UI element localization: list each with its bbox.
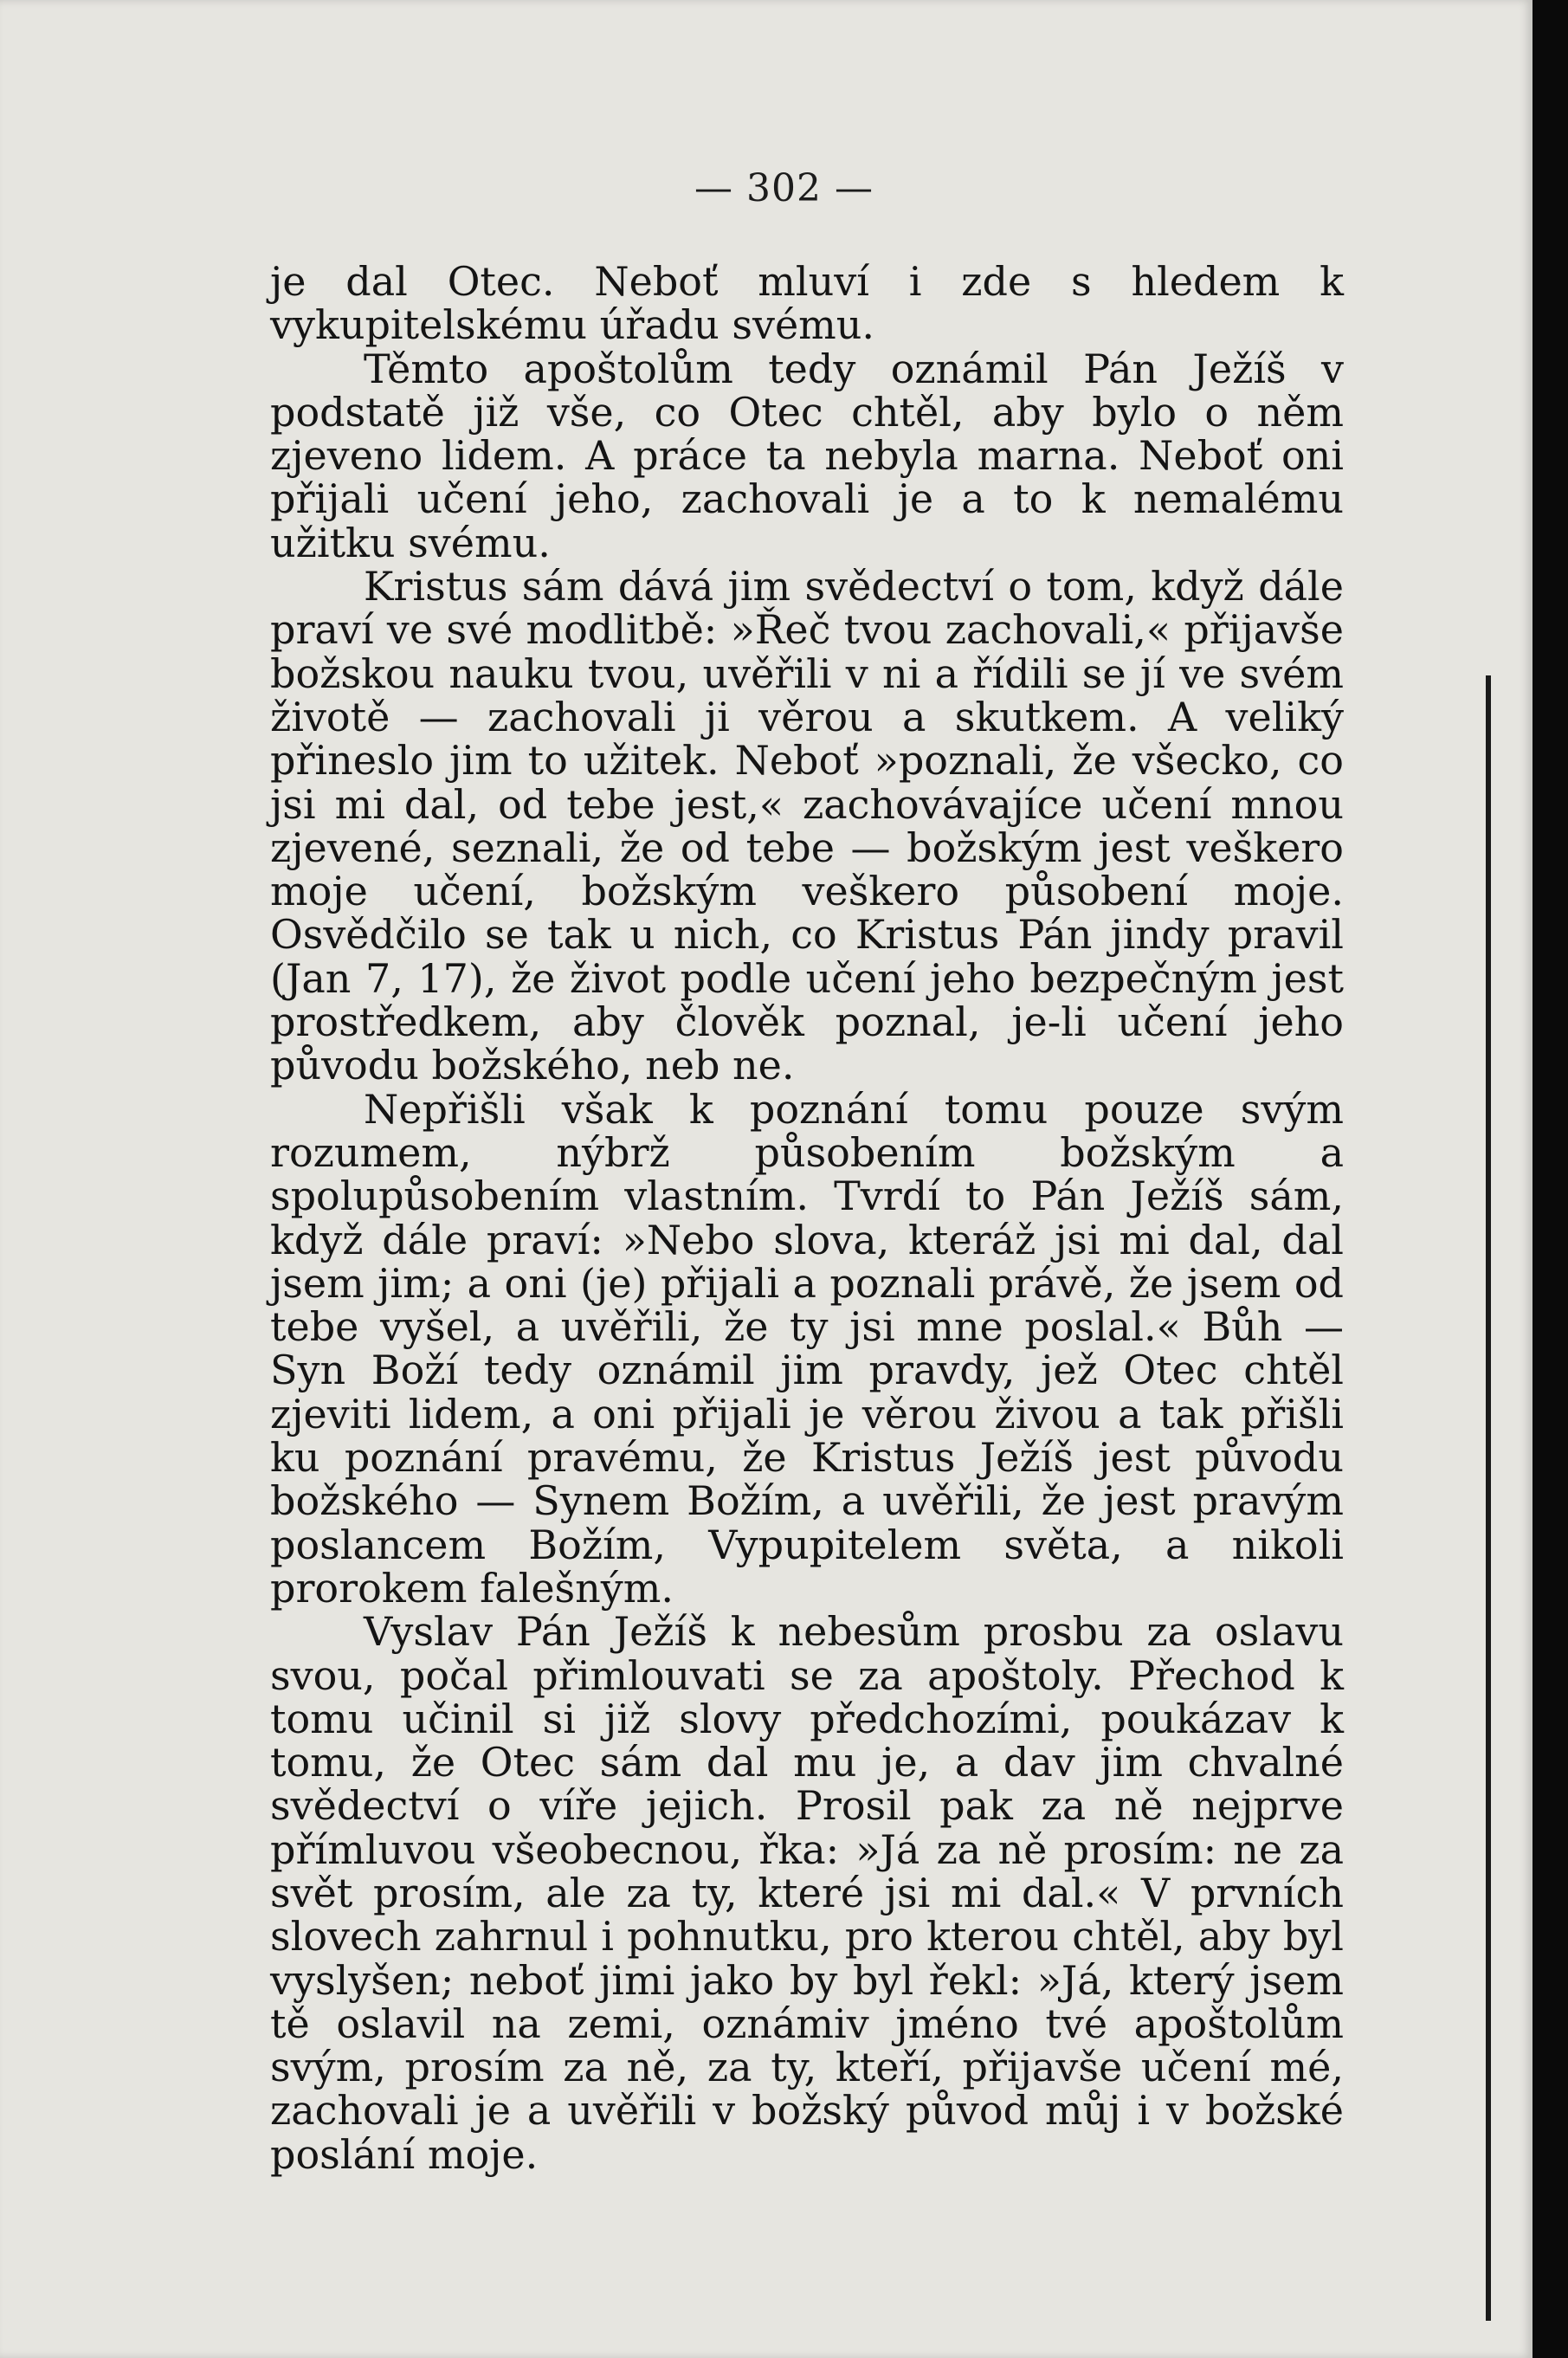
paragraph: Těmto apoštolům tedy oznámil Pán Ježíš v podstatě již vše, co Otec chtěl, aby bylo o něm zjeveno lidem. A práce ta nebyla marna. Neboť oni přijali učení jeho, zachovali je a to k nemalému užitku svému.	[270, 345, 1344, 566]
page-number: — 302 —	[694, 166, 874, 210]
page-edge-line	[1486, 675, 1491, 2321]
paragraph: Nepřišli však k poznání tomu pouze svým rozumem, nýbrž působením božským a spolupůsobením vlastním. Tvrdí to Pán Ježíš sám, když dále praví: »Nebo slova, kteráž jsi mi dal, dal jsem jim; a oni (je) přijali a poznali právě, že jsem od tebe vyšel, a uvěřili, že ty jsi mne poslal.« Bůh — Syn Boží tedy oznámil jim pravdy, jež Otec chtěl zjeviti lidem, a oni přijali je věrou živou a tak přišli ku poznání pravému, že Kristus Ježíš jest původu božského — Synem Božím, a uvěřili, že jest pravým poslancem Božím, Vypupitelem světa, a nikoli prorokem falešným.	[270, 1085, 1344, 1612]
paragraph: Kristus sám dává jim svědectví o tom, když dále praví ve své modlitbě: »Řeč tvou zachovali,« přijavše božskou nauku tvou, uvěřili v ni a řídili se jí ve svém životě — zachovali ji věrou a skutkem. A veliký přineslo jim to užitek. Neboť »poznali, že všecko, co jsi mi dal, od tebe jest,« zachovávajíce učení mnou zjevené, seznali, že od tebe — božským jest veškero moje učení, božským veškero působení moje. Osvědčilo se tak u nich, co Kristus Pán jindy pravil (Jan 7, 17), že život podle učení jeho bezpečným jest prostředkem, aby člověk poznal, je-li učení jeho původu božského, neb ne.	[270, 563, 1344, 1089]
paragraph: je dal Otec. Neboť mluví i zde s hledem k vykupitelskému úřadu svému.	[270, 258, 1344, 349]
paragraph: Vyslav Pán Ježíš k nebesům prosbu za oslavu svou, počal přimlouvati se za apoštoly. Přechod k tomu učinil si již slovy předchozími, poukázav k tomu, že Otec sám dal mu je, a dav jim chvalné svědectví o víře jejich. Prosil pak za ně nejprve přímluvou všeobecnou, řka: »Já za ně prosím: ne za svět prosím, ale za ty, které jsi mi dal.« V prvních slovech zahrnul i pohnutku, pro kterou chtěl, aby byl vyslyšen; neboť jimi jako by byl řekl: »Já, který jsem tě oslavil na zemi, oznámiv jméno tvé apoštolům svým, prosím za ně, za ty, kteří, přijavše učení mé, zachovali je a uvěřili v božský původ můj i v božské poslání moje.	[270, 1608, 1344, 2178]
body-text	[270, 260, 1344, 2176]
scan-border	[1533, 0, 1568, 2358]
